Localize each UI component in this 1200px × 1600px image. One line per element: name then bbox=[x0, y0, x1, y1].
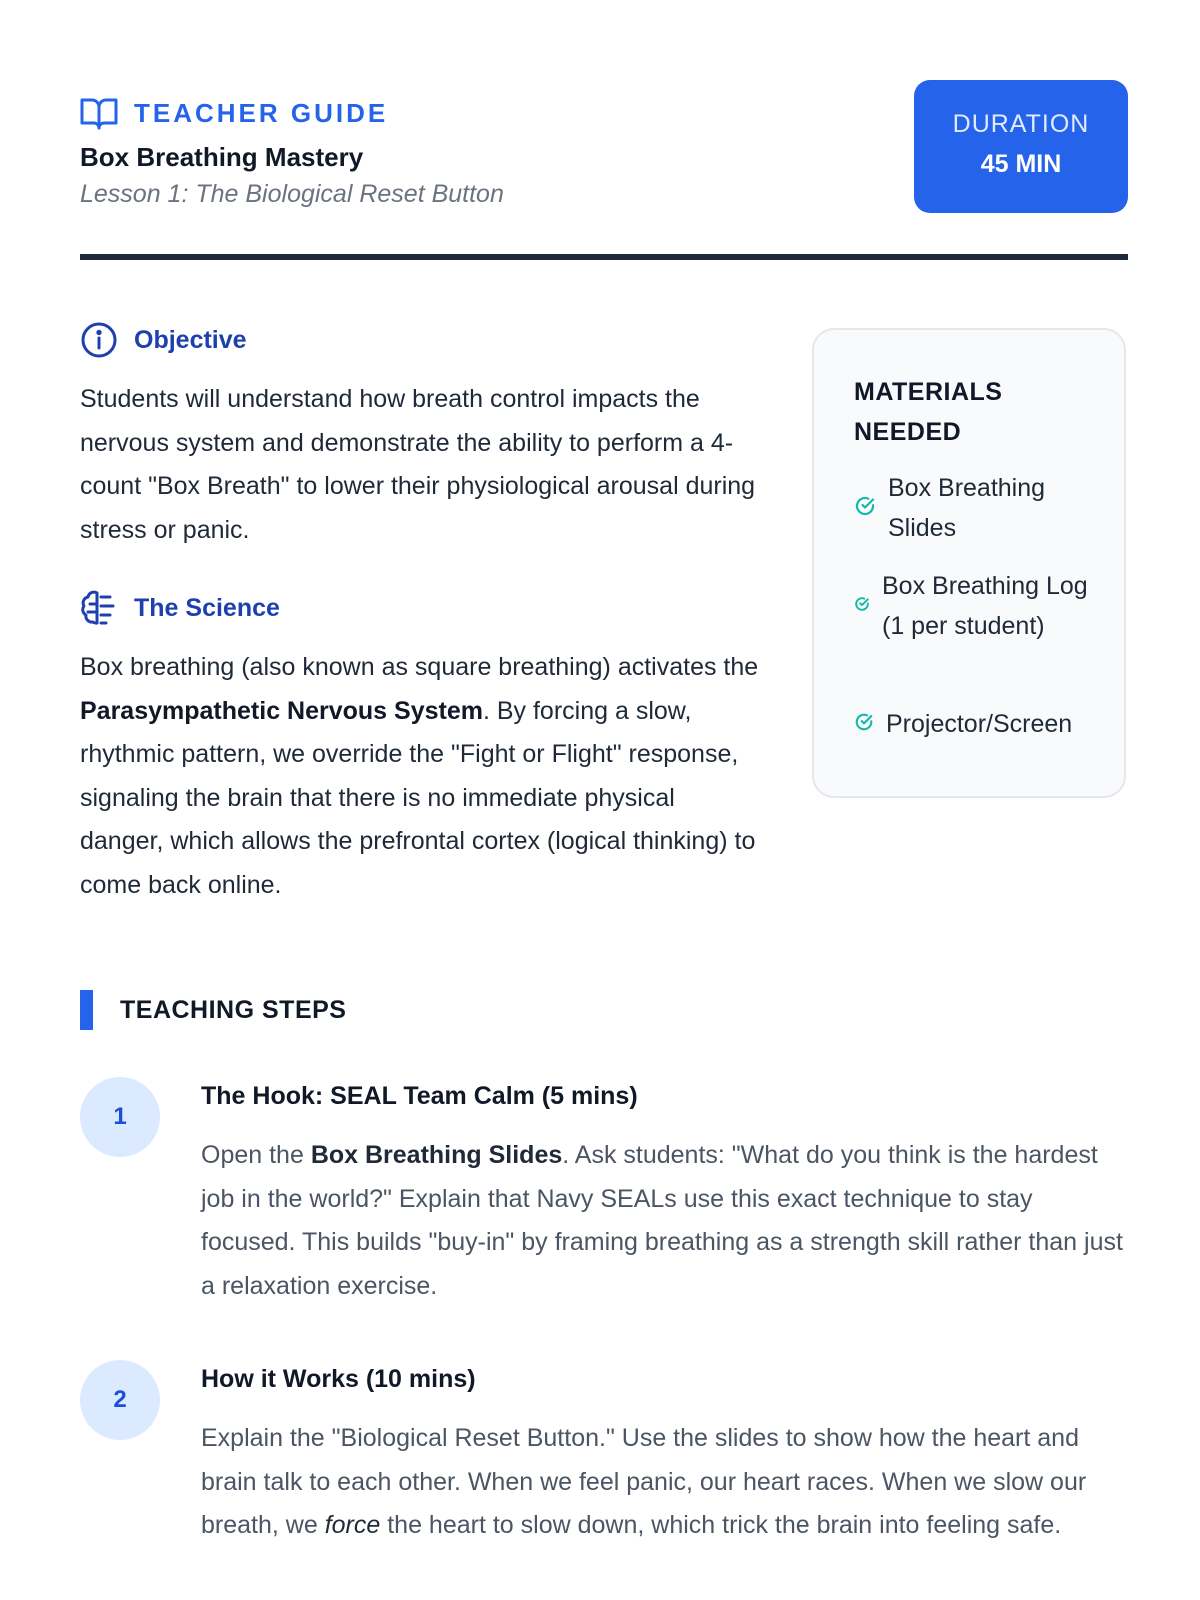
teaching-steps-heading bbox=[80, 990, 346, 1030]
materials-card bbox=[812, 328, 1126, 798]
step-number-badge: 2 bbox=[80, 1360, 160, 1440]
info-icon bbox=[80, 321, 118, 359]
step-text-highlight: Box Breathing Slides bbox=[310, 1141, 563, 1169]
material-item bbox=[854, 704, 1114, 744]
header-divider bbox=[80, 254, 1128, 260]
check-circle-icon bbox=[854, 712, 874, 737]
check-circle-icon bbox=[854, 596, 870, 617]
accent-bar bbox=[80, 990, 93, 1030]
science-text-highlight: Parasympathetic Nervous System bbox=[80, 696, 483, 725]
eyebrow-label: TEACHER GUIDE bbox=[134, 97, 389, 128]
step-text-end: . Ask students: "What do you think is the hardest job in the world?" Explain that Navy SEALs use this exact technique to stay focused. This builds "buy-in" by framing breathing as a strength skill rather than just a relaxation exercise. bbox=[201, 1141, 1123, 1300]
science-text-end: . By forcing a slow, rhythmic pattern, we override the "Fight or Flight" response, signaling the brain that there is no immediate physical danger, which allows the prefrontal cortex (logical thinking) to come back online. bbox=[80, 696, 756, 899]
step-text-start: Explain the "Biological Reset Button." Use the slides to show how the heart and brain talk to each other. When we feel panic, our heart races. When we slow our breath, we bbox=[201, 1424, 1087, 1539]
step-description bbox=[201, 1417, 1126, 1548]
objective-heading-label: Objective bbox=[134, 325, 247, 354]
open-book-icon bbox=[80, 96, 118, 130]
duration-value: 45 MIN bbox=[980, 150, 1062, 178]
guide-header bbox=[80, 80, 1128, 213]
materials-title: MATERIALS NEEDED bbox=[854, 378, 1003, 446]
material-item bbox=[854, 468, 1114, 548]
duration-label: DURATION bbox=[952, 110, 1090, 138]
step-text-start: Open the bbox=[201, 1141, 311, 1169]
objective-text: Students will understand how breath control impacts the nervous system and demonstrate the ability to perform a 4-count "Box Breath" to lower their physiological arousal during stress or panic. bbox=[80, 385, 756, 544]
material-label: Box Breathing Slides bbox=[888, 474, 1046, 542]
step-title: The Hook: SEAL Team Calm (5 mins) bbox=[201, 1082, 638, 1110]
science-text-start: Box breathing (also known as square breathing) activates the bbox=[80, 653, 759, 681]
step-number-badge: 1 bbox=[80, 1077, 160, 1157]
material-label: Projector/Screen bbox=[886, 710, 1073, 738]
lesson-subtitle: Lesson 1: The Biological Reset Button bbox=[80, 180, 504, 208]
material-item bbox=[854, 566, 1114, 646]
material-label: Box Breathing Log (1 per student) bbox=[882, 572, 1088, 640]
page-title: Box Breathing Mastery bbox=[80, 142, 364, 172]
teaching-steps-title: TEACHING STEPS bbox=[120, 995, 347, 1024]
step-text-end: the heart to slow down, which trick the brain into feeling safe. bbox=[380, 1511, 1062, 1539]
step-text-emphasis: force bbox=[324, 1511, 381, 1539]
check-circle-icon bbox=[854, 495, 876, 522]
guide-eyebrow bbox=[80, 96, 388, 130]
science-heading bbox=[80, 588, 280, 628]
science-text bbox=[80, 646, 760, 907]
science-heading-label: The Science bbox=[134, 593, 280, 622]
brain-icon bbox=[80, 589, 118, 627]
duration-badge bbox=[914, 80, 1128, 213]
objective-heading bbox=[80, 320, 247, 360]
step-title: How it Works (10 mins) bbox=[201, 1365, 476, 1393]
step-description bbox=[201, 1134, 1126, 1308]
